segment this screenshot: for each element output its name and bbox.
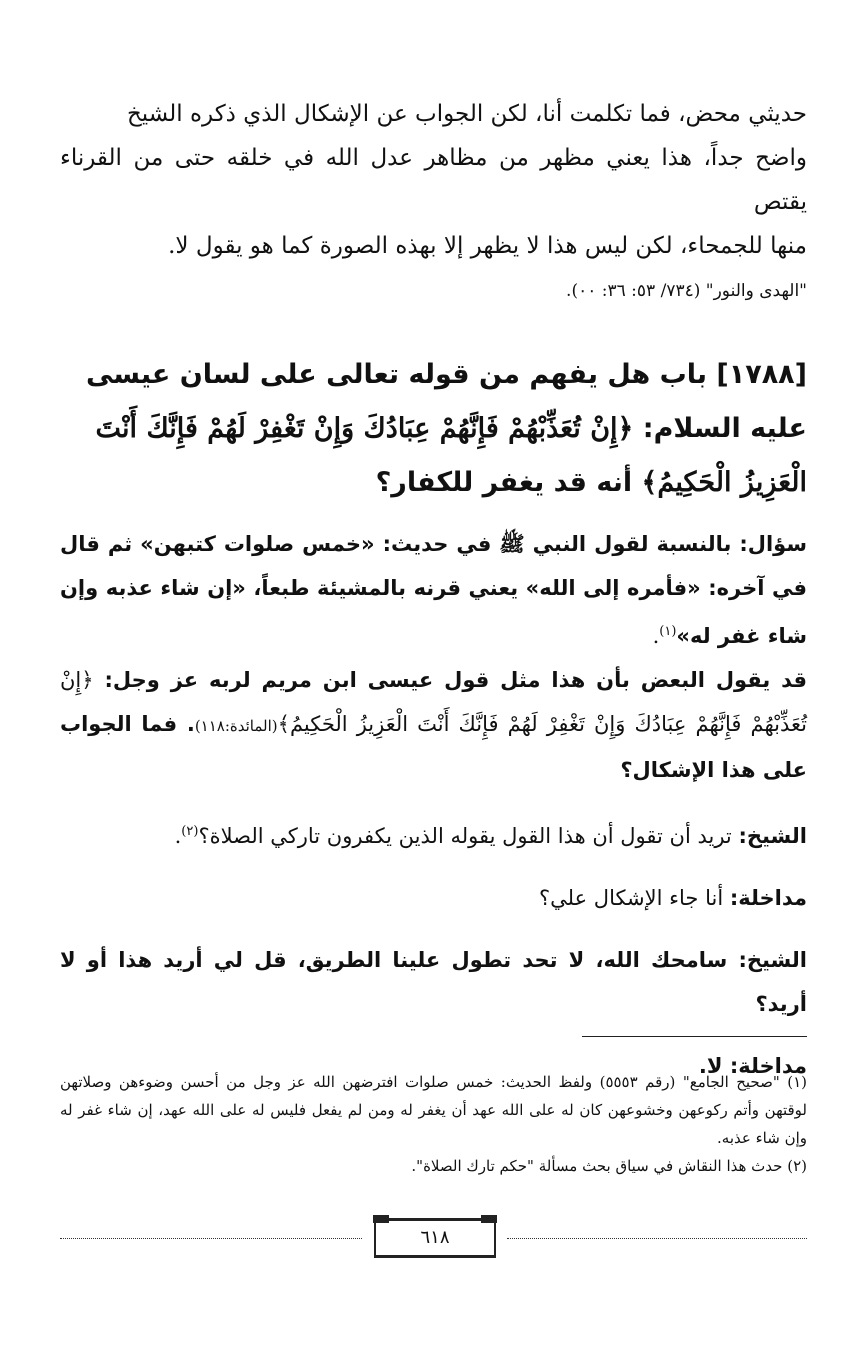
footnotes bbox=[60, 1068, 807, 1180]
page-number: ٦١٨ bbox=[374, 1218, 496, 1258]
verse-reference: (المائدة:١١٨) bbox=[194, 717, 278, 735]
chapter-heading bbox=[60, 348, 807, 510]
question2-verse: ﴿إِنْ تُعَذِّبْهُمْ فَإِنَّهُمْ عِبَادُكَ وَإِنْ تَغْفِرْ لَهُمْ فَإِنَّكَ أَنْتَ الْعَزِيزُ الْحَكِيمُ﴾ bbox=[60, 668, 808, 736]
question2-end: . فما الجواب على هذا الإشكال؟ bbox=[60, 712, 807, 782]
question-label: سؤال: bbox=[739, 532, 807, 556]
footer-dotted-line-left bbox=[60, 1238, 362, 1239]
heading-text-end: أنه قد يغفر للكفار؟ bbox=[375, 467, 642, 498]
dialogue-text: أنا جاء الإشكال علي؟ bbox=[539, 886, 730, 910]
dialogue-text: تريد أن تقول أن هذا القول يقوله الذين يكفرون تاركي الصلاة؟ bbox=[198, 824, 739, 848]
footnote-divider bbox=[582, 1036, 807, 1037]
heading-text: [١٧٨٨] باب هل يفهم من قوله تعالى على لسان عيسى عليه السلام: bbox=[86, 359, 807, 444]
dialogue-end: . bbox=[174, 824, 182, 848]
dialogue-line bbox=[60, 876, 807, 920]
footnote-ref-2: (٢) bbox=[181, 824, 199, 839]
speaker-label: مداخلة: bbox=[729, 1054, 807, 1078]
dialogue-line bbox=[60, 938, 807, 1026]
intro-line-1: حديثي محض، فما تكلمت أنا، لكن الجواب عن الإشكال الذي ذكره الشيخ bbox=[126, 101, 807, 127]
question-paragraph bbox=[60, 522, 807, 658]
page-footer bbox=[60, 1216, 807, 1256]
footnote-2: (٢) حدث هذا النقاش في سياق بحث مسألة "حكم تارك الصلاة". bbox=[411, 1157, 807, 1175]
intro-line-2: واضح جداً، هذا يعني مظهر من مظاهر عدل الله في خلقه حتى من القرناء يقتص bbox=[60, 145, 807, 215]
footer-dotted-line-right bbox=[507, 1238, 807, 1239]
intro-line-3: منها للجمحاء، لكن ليس هذا لا يظهر إلا بهذه الصورة كما هو يقول لا. bbox=[168, 233, 807, 259]
question2-text: قد يقول البعض بأن هذا مثل قول عيسى ابن مريم لربه عز وجل: bbox=[93, 668, 807, 692]
question-text: بالنسبة لقول النبي ﷺ في حديث: «خمس صلوات كتبهن» ثم قال في آخره: «فأمره إلى الله» يعني قرنه بالمشيئة طبعاً، «إن شاء عذبه وإن شاء غفر له» bbox=[60, 532, 807, 648]
speaker-label: الشيخ: bbox=[738, 824, 807, 848]
question-end: . bbox=[652, 624, 660, 648]
source-reference: "الهدى والنور" (٧٣٤/ ٥٣: ٣٦: ٠٠). bbox=[566, 281, 807, 301]
dialogue-line bbox=[60, 810, 807, 858]
dialogue-text: لا. bbox=[698, 1054, 730, 1078]
page-body bbox=[60, 92, 807, 1088]
footnote-1: (١) "صحيح الجامع" (رقم ٥٥٥٣) ولفظ الحديث: خمس صلوات افترضهن الله عز وجل من أحسن وضوءهن وصلاتهن لوقتهن وأتم ركوعهن وخشوعهن كان له على الله عهد أن يغفر له ومن لم يفعل فليس له على الله عهد، إن شاء غفر له وإن شاء عذبه. bbox=[60, 1073, 807, 1147]
speaker-label: الشيخ: bbox=[738, 948, 807, 972]
footnote-ref-1: (١) bbox=[659, 624, 677, 639]
question-paragraph-2 bbox=[60, 658, 807, 792]
speaker-label: مداخلة: bbox=[729, 886, 807, 910]
heading-verse: ﴿إِنْ تُعَذِّبْهُمْ فَإِنَّهُمْ عِبَادُكَ وَإِنْ تَغْفِرْ لَهُمْ فَإِنَّكَ أَنْتَ الْعَزِيزُ الْحَكِيمُ﴾ bbox=[95, 413, 807, 498]
dialogue-text: سامحك الله، لا تحد تطول علينا الطريق، قل لي أريد هذا أو لا أريد؟ bbox=[60, 948, 807, 1016]
